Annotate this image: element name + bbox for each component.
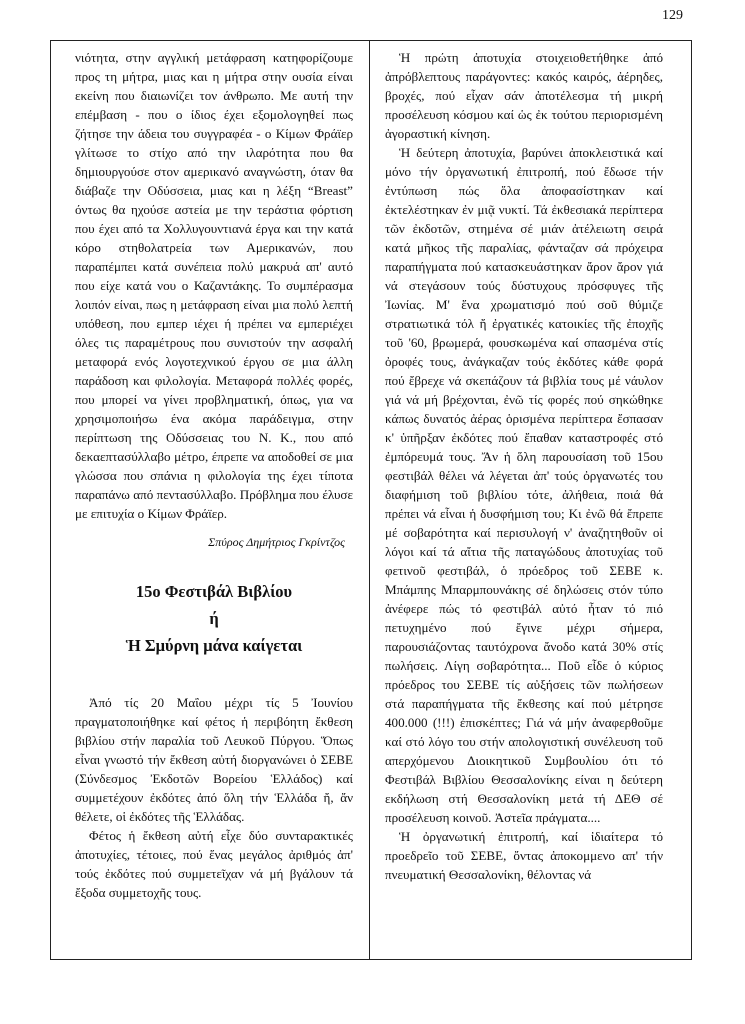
article-paragraph: Ἀπό τίς 20 Μαΐου μέχρι τίς 5 Ἰουνίου πραγματοποιήθηκε καί φέτος ἡ περιβόητη ἔκθεση βιβλίου στήν παραλία τοῦ Λευκοῦ Πύργου. Ὅπως εἶναι γνωστό τήν ἔκθεση αὐτή διοργανώνει ὁ ΣΕΒΕ (Σύνδεσμος Ἐκδοτῶν Βορείου Ἑλλάδος) καί συμμετέχουν ἐκδότες ἀπό ὅλη τήν Ἑλλάδα ἤ, ἄν θέλετε, οἱ ἐκδότες τῆς Ἑλλάδας. [75, 695, 353, 824]
right-column [385, 48, 663, 884]
column-divider [369, 40, 370, 960]
article-title [75, 578, 353, 659]
page-number: 129 [662, 8, 683, 23]
article-paragraph: Ἡ ὀργανωτική ἐπιτροπή, καί ἰδιαίτερα τό προεδρεῖο τοῦ ΣΕΒΕ, ὄντας ἀποκομμενο απ' τήν πνευματική Θεσσαλονίκη, θέλοντας νά [385, 829, 663, 882]
author-signature: Σπύρος Δημήτριος Γκρίντζος [208, 535, 345, 549]
article-paragraph: Ἡ πρώτη ἀποτυχία στοιχειοθετήθηκε ἀπό ἀπρόβλεπτους παράγοντες: κακός καιρός, ἀέρηδες, βροχές, πού εἶχαν σάν ἀποτέλεσμα τή μικρή προσέλευση κόσμου καί ὡς ἐκ τούτου περιορισμένη ἀγοραστική κίνηση. [385, 50, 663, 141]
article-title-line-2: ή [209, 609, 219, 628]
essay-paragraph: νιότητα, στην αγγλική μετάφραση κατηφορίζουμε προς τη μήτρα, μιας και η μήτρα στην ουσία είναι εκείνη που διαιωνίζει τον άνθρωπο. Με αυτή την επέμβαση - που ο ίδιος έχει εξομολογηθεί πως ζήτησε την άδεια του συγγραφέα - ο Κίμων Φράϊερ γλίτωσε το στίχο από την ιλαρότητα που θα δημιουργούσε στον αμερικανό αναγνώστη, όταν θα διάβαζε την Οδύσσεια, μιας και η λέξη “Breast” όντως θα ηχούσε αστεία με την τεράστια φόρτιση που έχει από τα Χολλυγουντιανά έργα και την κατά κόρο στηθολατρεία των Αμερικανών, που παραπέμπει κατά συνέπεια πολύ μακρυά απ' αυτό που είχε κατά νου ο Καζαντάκης. Το συμπέρασμα λοιπόν είναι, πως η μετάφραση είναι μια πολύ λεπτή υπόθεση, που εμπερ ιέχει ή πρέπει να εμπεριέχει όλες τις παραμέτρους που συνιστούν την ασφαλή μεταφορά ενός λογοτεχνικού έργου σε μια άλλη παράδοση και φιλολογία. Μεταφορά πολλές φορές, που μπορεί να γίνει προβληματική, όπως, για να χρησιμοποιήσω ένα ακόμα παράδειγμα, στην περίπτωση της Οδύσσειας του Ν. Κ., που από δεκαεπτασύλλαβο μέτρο, έπρεπε να αποδοθεί σε μια γλώσσα που σπάνια η φιλολογία της έχει τίποτα παραπάνω από πεντασύλλαβο. Πρόβλημα που έλυσε με επιτυχία ο Κίμων Φράϊερ. [75, 50, 353, 521]
article-title-line-1: 15ο Φεστιβάλ Βιβλίου [135, 582, 293, 601]
article-paragraph: Φέτος ἡ ἔκθεση αὐτή εἶχε δύο συνταρακτικές ἀποτυχίες, τέτοιες, πού ἕνας μεγάλος ἀριθμός ἀπ' τούς ἐκδότες πού συμμετεῖχαν νά μή βγάλουν τά ἔξοδα συμμετοχῆς τους. [75, 828, 353, 900]
article-title-line-3: Ἡ Σμύρνη μάνα καίγεται [125, 636, 303, 655]
left-column [75, 48, 353, 902]
article-paragraph: Ἡ δεύτερη ἀποτυχία, βαρύνει ἀποκλειστικά καί μόνο τήν ὀργανωτική ἐπιτροπή, πού ἔδωσε τήν ἐντύπωση πώς ὅλα ἀποφασίστηκαν καί ἐκτελέστηκαν ἐν μιᾷ νυκτί. Τά ἐκθεσιακά περίπτερα τῶν ἐκδοτῶν, στημένα σέ μιάν ἀτέλειωτη σειρά κατά μῆκος τῆς παραλίας, φάνταζαν σά πρόχειρα παραπήγματα πού κατασκευάστηκαν ἄρον ἄρον γιά νά στεγάσουν τούς δύστυχους πρόσφυγες τῆς Ἰωνίας. Μ' ἕνα χρωματισμό πού σοῦ θύμιζε στρατιωτικά τόλ ἤ ἐργατικές κατοικίες τῆς ἐποχῆς τοῦ '60, βρωμερά, φουσκωμένα καί σπασμένα στίς ὀροφές τους, ἀνάγκαζαν τούς ἐκδότες κάθε φορά πού ἔβρεχε νά σκεπάζουν τά βιβλία τους μέ νάυλον γιά νά μή βρέχονται, ἐνῶ τίς φορές πού σηκώθηκε κάπως δυνατός ἀέρας ὁρισμένα περίπτερα ἔσπασαν κ' ὑπῆρξαν ἐκδότες πού ἔπαθαν καταστροφές στό ἐμπόρευμά τους. Ἄν ἡ ὅλη παρουσίαση τοῦ 15ου φεστιβάλ θέλει νά λέγεται ἀπ' τούς ὀργανωτές του διαφήμιση τοῦ βιβλίου τότε, ἀλήθεια, ποιά θά πρέπει νά εἶναι ἡ δυσφήμιση του; Κι ἐνῶ θά ἔπρεπε μέ σοβαρότητα καί περισυλογή ν' ἀναζητηθοῦν οἱ λόγοι καί τά αἴτια τῆς παταγώδους ἀποτυχίας τοῦ φετινοῦ φεστιβάλ, ὁ πρόεδρος τοῦ ΣΕΒΕ κ. Μπάμπης Μπαρμπουνάκης σέ δηλώσεις στόν τύπο ἀνέφερε πώς τό φεστιβάλ αὐτό ἦταν τό πιό πετυχημένο πού ἔγινε μέχρι σήμερα, παρουσιάζοντας ταυτόχρονα ἄνοδο κατά 30% στίς πωλήσεις. Λίγη σοβαρότητα... Ποῦ εἶδε ὁ κύριος πρόεδρος του ΣΕΒΕ τίς αὐξήσεις τῶν πωλήσεων στά παραπήγματα τῆς ἔκθεσης καί πού μέτρησε 400.000 (!!!) ἐπισκέπτες; Γιά νά μήν ἀναφερθοῦμε καί στό λόγο του στήν απολογιστική συνέλευση τοῦ απερχόμενου Διοικητικοῦ Συμβουλίου ότι τό Φεστιβάλ Βιβλίου Θεσσαλονίκης είναι η δεύτερη εκδήλωση στή Θεσσαλονίκη μετά τή ΔΕΘ σέ προσέλευση κοινοῦ. Ἀστεῖα πράγματα.... [385, 145, 663, 825]
